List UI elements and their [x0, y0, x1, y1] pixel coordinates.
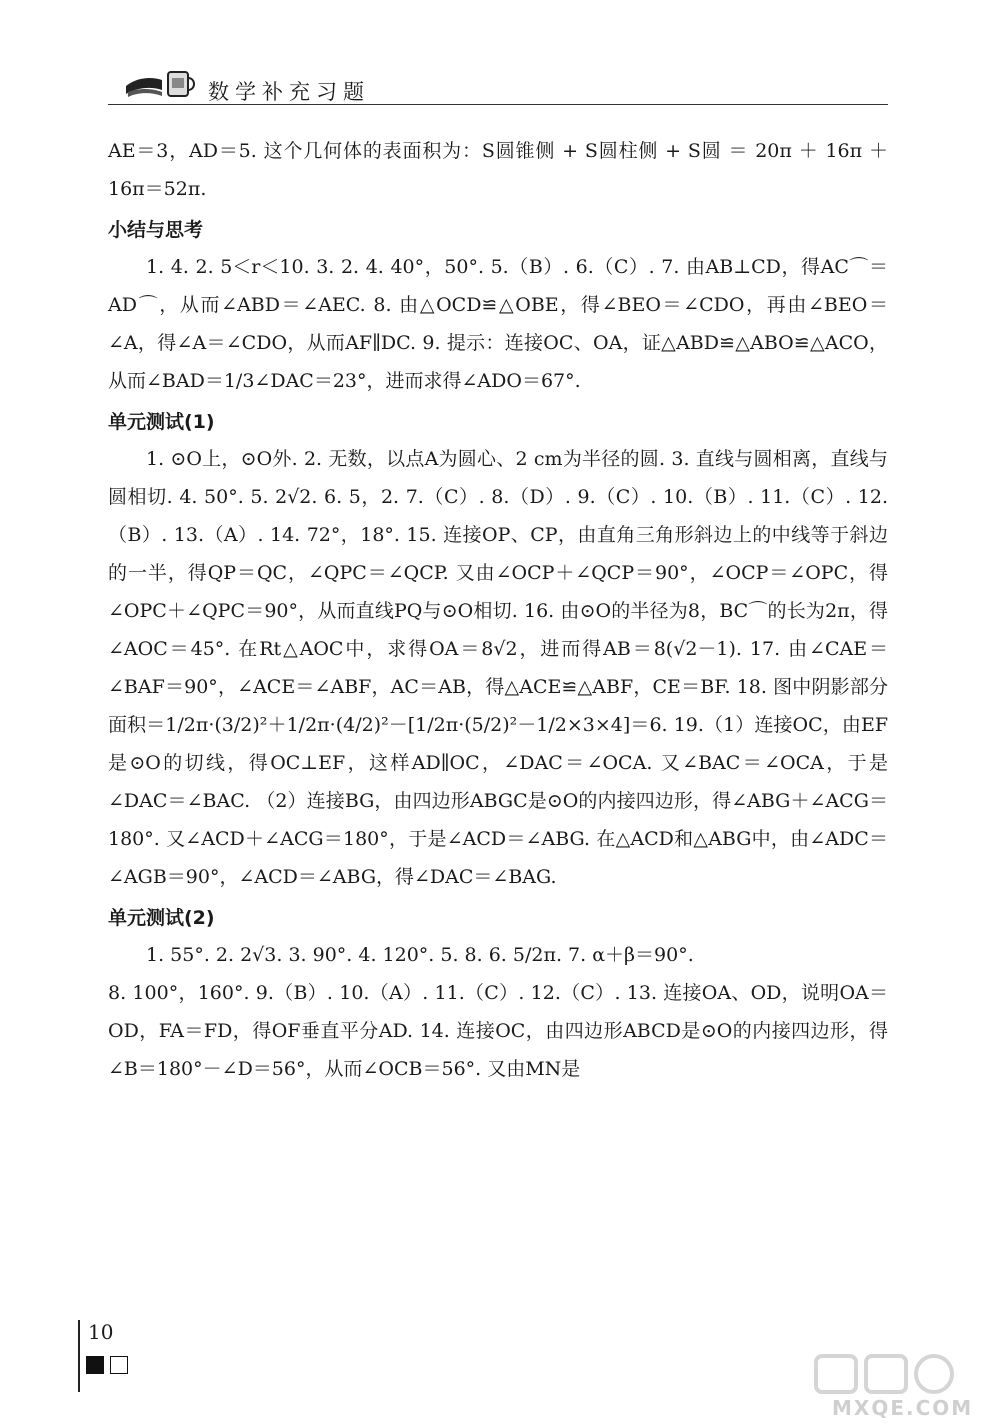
page-header [108, 58, 888, 108]
section-paragraph-unit-test-2: 1. 55°. 2. 2√3. 3. 90°. 4. 120°. 5. 8. 6. 5/2π. 7. α＋β＝90°. [146, 944, 694, 966]
section-paragraph-unit-test-2-cont: 8. 100°，160°. 9.（B）. 10.（A）. 11.（C）. 12.（C）. 13. 连接OA、OD，说明OA＝OD，FA＝FD，得OF垂直平分AD. 14. 连接OC，由四边形ABCD是⊙O的内接四边形，得∠B＝180°－∠D＝56°，从而∠OCB＝56°. 又由MN是 [108, 982, 888, 1080]
page-footer [78, 1320, 198, 1400]
filled-square-icon [86, 1356, 104, 1374]
answer-content [108, 132, 888, 1088]
section-heading-unit-test-1: 单元测试(1) [108, 411, 215, 433]
watermark-logo-icon [812, 1352, 962, 1396]
section-heading-summary: 小结与思考 [108, 219, 204, 241]
watermark-text: MXQE.COM [832, 1396, 974, 1420]
header-divider [108, 104, 888, 105]
section-heading-unit-test-2: 单元测试(2) [108, 907, 215, 929]
page-number: 10 [88, 1320, 114, 1344]
watermark [812, 1352, 992, 1422]
section-paragraph-summary: 1. 4. 2. 5＜r＜10. 3. 2. 4. 40°，50°. 5.（B）. 6.（C）. 7. 由AB⊥CD，得AC⌒＝AD⌒，从而∠ABD＝∠AEC. 8. 由△OCD≌△OBE，得∠BEO＝∠CDO，再由∠BEO＝∠A，得∠A＝∠CDO，从而AF∥DC. 9. 提示：连接OC、OA，证△ABD≌△ABO≌△ACO，从而∠BAD＝1/3∠DAC＝23°，进而求得∠ADO＝67°. [108, 256, 888, 392]
books-and-mug-icon [122, 64, 196, 100]
footer-divider [78, 1320, 80, 1392]
book-title: 数学补充习题 [208, 80, 370, 104]
section-paragraph-unit-test-1: 1. ⊙O上，⊙O外. 2. 无数，以点A为圆心、2 cm为半径的圆. 3. 直线与圆相离，直线与圆相切. 4. 50°. 5. 2√2. 6. 5，2. 7.（C）. 8.（D）. 9.（C）. 10.（B）. 11.（C）. 12.（B）. 13.（A）. 14. 72°，18°. 15. 连接OP、CP，由直角三角形斜边上的中线等于斜边的一半，得QP＝QC，∠QPC＝∠QCP. 又由∠OCP＋∠QCP＝90°，∠OCP＝∠OPC，得∠OPC＋∠QPC＝90°，从而直线PQ与⊙O相切. 16. 由⊙O的半径为8，BC⌒的长为2π，得∠AOC＝45°. 在Rt△AOC中，求得OA＝8√2，进而得AB＝8(√2－1). 17. 由∠CAE＝∠BAF＝90°，∠ACE＝∠ABF，AC＝AB，得△ACE≌△ABF，CE＝BF. 18. 图中阴影部分面积＝1/2π·(3/2)²＋1/2π·(4/2)²－[1/2π·(5/2)²－1/2×3×4]＝6. 19.（1）连接OC，由EF是⊙O的切线，得OC⊥EF，这样AD∥OC，∠DAC＝∠OCA. 又∠BAC＝∠OCA，于是∠DAC＝∠BAC. （2）连接BG，由四边形ABGC是⊙O的内接四边形，得∠ABG＋∠ACG＝180°. 又∠ACD＋∠ACG＝180°，于是∠ACD＝∠ABG. 在△ACD和△ABG中，由∠ADC＝∠AGB＝90°，∠ACD＝∠ABG，得∠DAC＝∠BAG. [108, 448, 888, 888]
empty-square-icon [110, 1356, 128, 1374]
intro-paragraph: AE＝3，AD＝5. 这个几何体的表面积为：S圆锥侧 + S圆柱侧 + S圆 ＝ 20π ＋ 16π ＋ 16π＝52π. [108, 140, 888, 200]
